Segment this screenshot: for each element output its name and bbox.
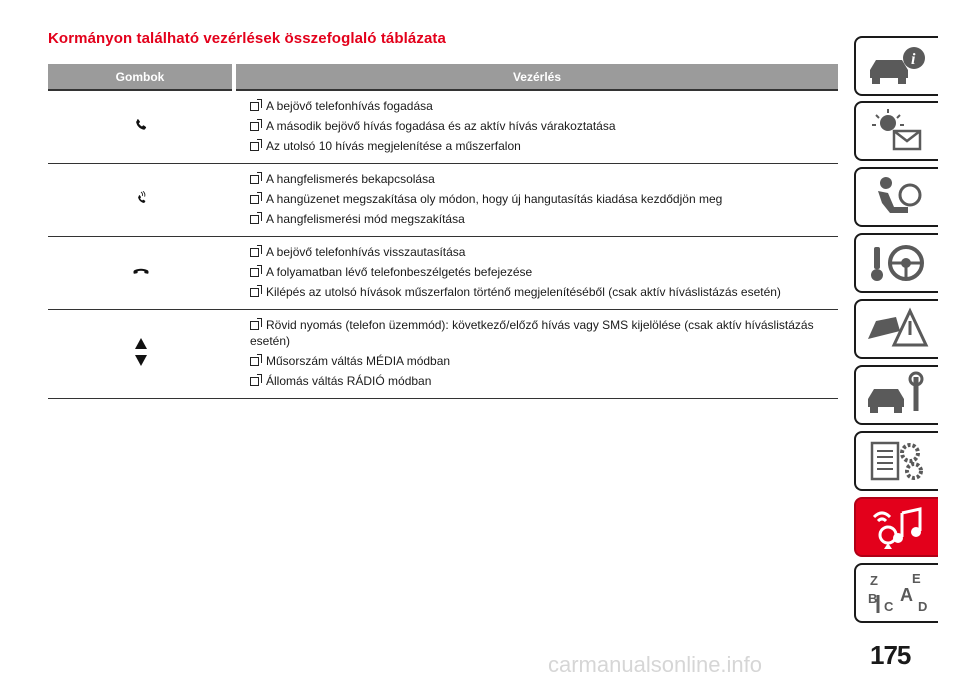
controls-list [234,310,838,399]
checkbox-bullet-icon [250,102,259,111]
phone-answer-icon [133,117,149,133]
chapter-tab-car-info[interactable] [854,36,938,96]
list-item: A hangfelismerési mód megszakítása [250,211,830,227]
svg-text:E: E [912,571,921,586]
airbag-seat-icon [864,173,930,221]
chapter-tab-starting-driving[interactable] [854,233,938,293]
svg-text:B: B [868,591,878,606]
list-item: A hangüzenet megszakítása oly módon, hogy új hangutasítás kiadása kezdődjön meg [250,191,830,207]
list-item: A folyamatban lévő telefonbeszélgetés befejezése [250,264,830,280]
controls-list [234,90,838,164]
steering-wheel-key-icon [864,239,930,287]
checkbox-bullet-icon [250,122,259,131]
voice-recognition-icon [133,190,149,206]
checkbox-bullet-icon [250,142,259,151]
controls-list [234,237,838,310]
list-item: Állomás váltás RÁDIÓ módban [250,373,830,389]
chapter-tab-emergency[interactable] [854,299,938,359]
list-item: Az utolsó 10 hívás megjelenítése a műszerfalon [250,138,830,154]
checkbox-bullet-icon [250,268,259,277]
svg-text:Z: Z [870,573,878,588]
car-wrench-icon [864,371,930,419]
button-icon-cell [48,310,234,399]
chapter-tab-safety[interactable] [854,167,938,227]
table-row [48,237,838,310]
page-number: 175 [870,640,911,670]
list-item: A hangfelismerés bekapcsolása [250,171,830,187]
list-item: A bejövő telefonhívás visszautasítása [250,244,830,260]
table-header-row [48,64,838,90]
alphabetical-index-icon [864,569,930,617]
column-header-controls: Vezérlés [234,64,838,90]
checkbox-bullet-icon [250,357,259,366]
list-item: A bejövő telefonhívás fogadása [250,98,830,114]
checkbox-bullet-icon [250,195,259,204]
chapter-tab-maintenance[interactable] [854,365,938,425]
checkbox-bullet-icon [250,321,259,330]
button-icon-cell [48,90,234,164]
table-row [48,164,838,237]
checklist-gears-icon [864,437,930,485]
table-row [48,90,838,164]
svg-text:A: A [900,585,913,605]
button-icon-cell [48,237,234,310]
button-icon-cell [48,164,234,237]
list-item: A második bejövő hívás fogadása és az aktív hívás várakoztatása [250,118,830,134]
accident-warning-icon [864,305,930,353]
controls-table [48,64,838,399]
chapter-tab-warning-lights[interactable] [854,101,938,161]
checkbox-bullet-icon [250,248,259,257]
controls-list [234,164,838,237]
checkbox-bullet-icon [250,288,259,297]
checkbox-bullet-icon [250,175,259,184]
svg-text:D: D [918,599,928,614]
list-item: Műsorszám váltás MÉDIA módban [250,353,830,369]
car-info-icon [864,42,930,90]
multimedia-icon [864,503,930,551]
chapter-tab-index[interactable] [854,563,938,623]
column-header-buttons: Gombok [48,64,234,90]
checkbox-bullet-icon [250,377,259,386]
page-title: Kormányon található vezérlések összefoglaló táblázata [48,30,446,47]
phone-hangup-icon [132,265,150,277]
list-item: Kilépés az utolsó hívások műszerfalon történő megjelenítéséből (csak aktív híváslistázás esetén) [250,284,830,300]
watermark: carmanualsonline.info [548,652,763,677]
svg-text:i: i [911,51,916,68]
list-item: Rövid nyomás (telefon üzemmód): következő/előző hívás vagy SMS kijelölése (csak aktív híváslistázás esetén) [250,318,814,348]
checkbox-bullet-icon [250,215,259,224]
warning-lights-icon [864,107,930,155]
chapter-tab-multimedia[interactable] [854,497,938,557]
arrows-up-down-icon [134,336,148,368]
table-row [48,310,838,399]
chapter-tab-technical-data[interactable] [854,431,938,491]
svg-text:C: C [884,599,894,614]
